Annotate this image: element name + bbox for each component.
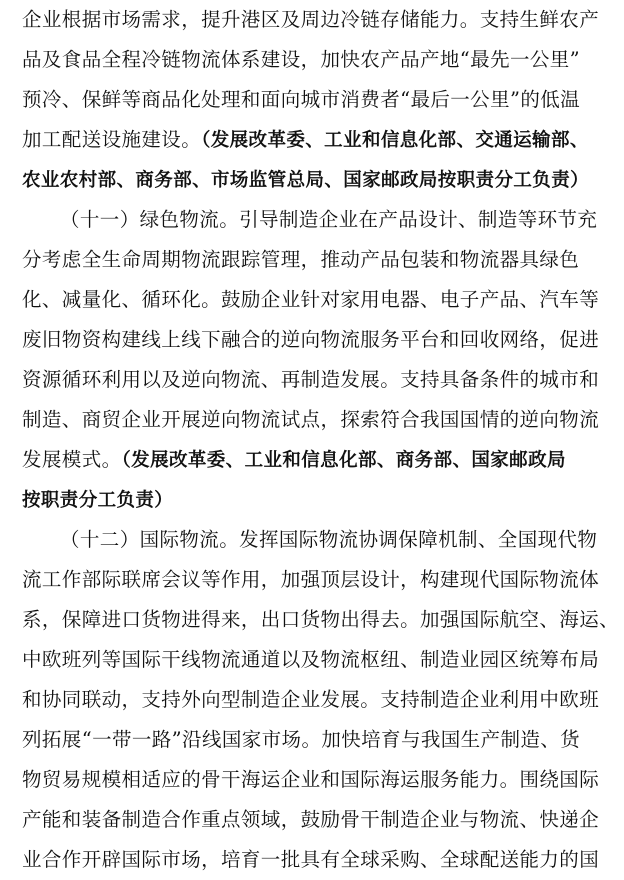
text-line: 分考虑全生命周期物流跟踪管理，推动产品包装和物流器具绿色 [22, 248, 580, 271]
text-line: 物贸易规模相适应的骨干海运企业和国际海运服务能力。围绕国际 [22, 768, 600, 791]
text-line: 预冷、保鲜等商品化处理和面向城市消费者“最后一公里”的低温 [22, 88, 581, 111]
text-line [22, 160, 600, 200]
text-line: 加工配送设施建设。（发展改革委、工业和信息化部、交通运输部、 [22, 128, 589, 151]
text-line: 品及食品全程冷链物流体系建设，加快农产品产地“最先一公里” [22, 48, 581, 71]
text-line: 业合作开辟国际市场，培育一批具有全球采购、全球配送能力的国 [22, 848, 600, 871]
text-line: 列拓展“一带一路”沿线国家市场。加快培育与我国生产制造、货 [22, 728, 581, 751]
responsibility-note: 农业农村部、商务部、市场监管总局、国家邮政局按职责分工负责） [22, 170, 590, 191]
responsibility-note: （发展改革委、工业和信息化部、交通运输部、 [201, 130, 589, 151]
text-line: 资源循环利用以及逆向物流、再制造发展。支持具备条件的城市和 [22, 368, 600, 391]
responsibility-note: 按职责分工负责） [22, 490, 174, 511]
text-line: 中欧班列等国际干线物流通道以及物流枢纽、制造业园区统筹布局 [22, 648, 600, 671]
text-line: 制造、商贸企业开展逆向物流试点，探索符合我国国情的逆向物流 [22, 408, 600, 431]
paragraph-heading-line: （十二）国际物流。发挥国际物流协调保障机制、全国现代物 [60, 528, 598, 551]
text-line: 产能和装备制造合作重点领域，鼓励骨干制造企业与物流、快递企 [22, 808, 600, 831]
text-line [22, 480, 600, 520]
text-line: 废旧物资构建线上线下融合的逆向物流服务平台和回收网络，促进 [22, 328, 600, 351]
text-line: 企业根据市场需求，提升港区及周边冷链存储能力。支持生鲜农产 [22, 8, 600, 31]
text-line: 化、减量化、循环化。鼓励企业针对家用电器、电子产品、汽车等 [22, 288, 600, 311]
text-line: 流工作部际联席会议等作用，加强顶层设计，构建现代国际物流体 [22, 568, 600, 591]
responsibility-note: （发展改革委、工业和信息化部、商务部、国家邮政局 [121, 450, 566, 471]
text-line: 发展模式。（发展改革委、工业和信息化部、商务部、国家邮政局 [22, 448, 566, 471]
text-line: 系，保障进口货物进得来，出口货物出得去。加强国际航空、海运、 [22, 608, 620, 631]
text-line: 和协同联动，支持外向型制造企业发展。支持制造企业利用中欧班 [22, 688, 600, 711]
paragraph-heading-line: （十一）绿色物流。引导制造企业在产品设计、制造等环节充 [60, 208, 598, 231]
